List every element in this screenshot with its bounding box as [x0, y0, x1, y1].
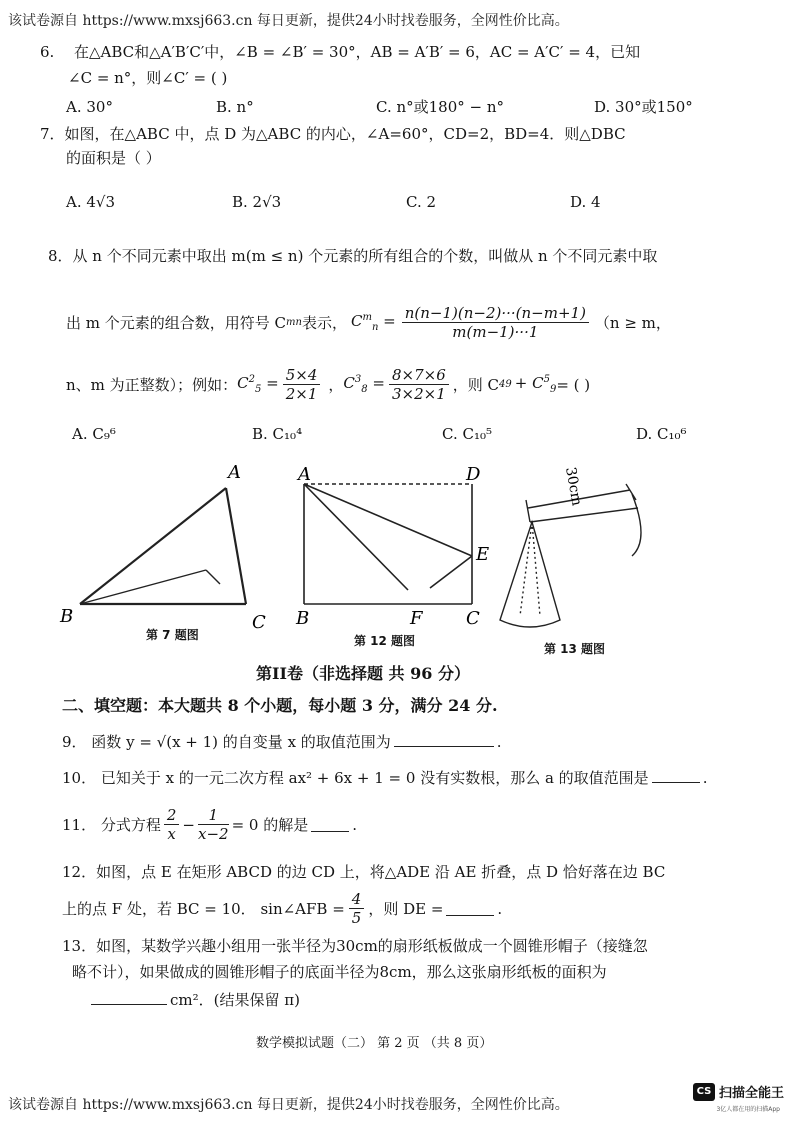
q8-ex2-num: 8×7×6 [389, 366, 449, 385]
fig13-sector-arc [632, 494, 641, 556]
q8-line3-text-b: ，则 C [452, 375, 500, 394]
footer-watermark: 该试卷源自 https://www.mxsj663.cn 每日更新，提供24小时找卷服务，全网性价比高。 [8, 1097, 569, 1113]
q10-end: . [702, 769, 708, 787]
q8-line2-text-c: （n ≥ m， [594, 313, 671, 332]
q11-minus: − [182, 815, 195, 834]
q8-formula-num: n(n−1)(n−2)···(n−m+1) [402, 304, 589, 323]
fig7-side-ba [80, 488, 226, 604]
fig12-label-a: A [298, 464, 311, 485]
q6-option-d: D. 30°或150° [594, 98, 693, 116]
fig12-label-f: F [410, 608, 423, 629]
page-footer: 数学模拟试题（二） 第 2 页 （共 8 页） [256, 1036, 493, 1051]
part2-title: 第II卷（非选择题 共 96 分） [256, 664, 470, 683]
fig12-caption: 第 12 题图 [354, 634, 416, 648]
q6-option-a: A. 30° [66, 98, 113, 116]
fig7-label-b: B [60, 606, 74, 627]
q8-sub-9: 9 [505, 378, 512, 390]
fig7-side-ac [226, 488, 246, 604]
q8-plus-c95: + $C^5_9$ [514, 373, 557, 395]
q8-formula-den: m(m−1)···1 [452, 323, 539, 341]
q6-option-c: C. n°或180° − n° [376, 98, 505, 116]
q11-frac2-num: 1 [198, 806, 229, 825]
q9-line [62, 732, 502, 752]
q8-line3-text-c: = ( ) [556, 375, 591, 394]
q8-option-d: D. C₁₀⁶ [636, 425, 687, 443]
q12-line2 [62, 890, 502, 927]
q8-c83-symbol: $C^3_8$ = [343, 373, 385, 395]
section2-title: 二、填空题：本大题共 8 个小题，每小题 3 分，满分 24 分. [62, 696, 498, 715]
fig13-label-30cm: 30cm [562, 465, 585, 508]
scanner-tagline: 3亿人都在用的扫描App [716, 1106, 780, 1113]
q12-answer-blank[interactable] [446, 901, 494, 916]
q10-line [62, 768, 707, 788]
fig13-dim-tick-1 [526, 500, 530, 522]
q8-line3-text: n、m 为正整数）；例如： [66, 375, 238, 394]
q7-option-a: A. 4√3 [66, 193, 116, 211]
fig13-caption: 第 13 题图 [544, 642, 606, 656]
q12-frac-num: 4 [349, 890, 365, 909]
q9-text: 9． 函数 y = √(x + 1) 的自变量 x 的取值范围为 [62, 733, 391, 751]
q8-option-c: C. C₁₀⁵ [442, 425, 492, 443]
q11-text-b: = 0 的解是 [231, 815, 309, 834]
q7-option-b: B. 2√3 [232, 193, 282, 211]
q10-text: 10． 已知关于 x 的一元二次方程 ax² + 6x + 1 = 0 没有实数根，那么 a 的取值范围是 [62, 769, 649, 787]
q13-line2: 略不计），如果做成的圆锥形帽子的底面半径为8cm，那么这张扇形纸板的面积为 [72, 963, 607, 981]
q11-frac2 [198, 806, 229, 843]
q11-frac1 [164, 806, 180, 843]
q13-line1: 13．如图，某数学兴趣小组用一张半径为30cm的扇形纸板做成一个圆锥形帽子（接缝忽 [62, 937, 648, 955]
q10-answer-blank[interactable] [652, 768, 700, 783]
q6-option-b: B. n° [216, 98, 254, 116]
q13-line3 [88, 990, 300, 1010]
fig7-seg-dc [206, 570, 220, 584]
q12-end: . [497, 899, 503, 918]
fig12-label-b: B [296, 608, 310, 629]
q6-line2: ∠C = n°，则∠C′ = ( ) [68, 69, 228, 87]
q6-number: 6. [40, 43, 55, 61]
q11-frac2-den: x−2 [197, 825, 229, 843]
q8-ex1-den: 2×1 [285, 385, 318, 403]
q7-line1: 7．如图，在△ABC 中，点 D 为△ABC 的内心，∠A=60°，CD=2，BD=4．则△DBC [40, 125, 626, 143]
fig13-sector-radius [530, 508, 638, 522]
q8-line2-text-b: 表示， [301, 313, 347, 332]
q12-frac [349, 890, 365, 927]
scanner-badge [693, 1082, 784, 1101]
q11-answer-blank[interactable] [311, 817, 349, 832]
q8-sup-4: 4 [499, 378, 506, 390]
q8-ex2-den: 3×2×1 [391, 385, 446, 403]
fig12-label-d: D [466, 464, 481, 485]
q7-line2: 的面积是（ ） [66, 149, 161, 167]
q11-frac1-den: x [167, 825, 176, 843]
q8-line2-text: 出 m 个元素的组合数，用符号 C [66, 313, 287, 332]
fig7-label-c: C [252, 612, 266, 633]
q8-sep: ， [328, 375, 344, 394]
q12-text: 上的点 F 处，若 BC = 10． sin∠AFB = [62, 899, 345, 918]
q11-line [62, 806, 357, 843]
q8-line1: 8．从 n 个不同元素中取出 m(m ≤ n) 个元素的所有组合的个数，叫做从 n 个不同元素中取 [48, 247, 658, 265]
q8-cmn-symbol: $C^m_n$ = [350, 311, 396, 333]
q8-sub-n: n [295, 316, 302, 328]
q8-option-a: A. C₉⁶ [72, 425, 116, 443]
q8-ex1-num: 5×4 [283, 366, 321, 385]
scanner-app-name: 扫描全能王 [718, 1086, 784, 1101]
q7-option-c: C. 2 [406, 193, 437, 211]
fig12-seg-af [304, 484, 408, 590]
q13-answer-blank[interactable] [91, 990, 167, 1005]
fig7-caption: 第 7 题图 [146, 628, 199, 642]
q12-text-b: ，则 DE = [368, 899, 444, 918]
fig13-dim-tick-2 [626, 484, 636, 500]
q12-line1: 12．如图，点 E 在矩形 ABCD 的边 CD 上，将△ADE 沿 AE 折叠，点 D 恰好落在边 BC [62, 863, 666, 881]
q7-option-d: D. 4 [570, 193, 601, 211]
q8-option-b: B. C₁₀⁴ [252, 425, 303, 443]
figure-7 [80, 488, 246, 604]
q12-frac-den: 5 [351, 909, 362, 927]
q11-frac1-num: 2 [164, 806, 180, 825]
q8-c52-symbol: $C^2_5$ = [237, 373, 279, 395]
q8-sup-m: m [286, 316, 296, 328]
q11-end: . [352, 815, 357, 834]
fig12-label-e: E [476, 544, 490, 565]
header-watermark: 该试卷源自 https://www.mxsj663.cn 每日更新，提供24小时找卷服务，全网性价比高。 [8, 13, 569, 29]
fig12-label-c: C [466, 608, 480, 629]
fig7-label-a: A [228, 462, 241, 483]
q13-text: cm²．(结果保留 π) [170, 991, 300, 1009]
camscanner-logo-icon: CS [693, 1083, 715, 1101]
q9-answer-blank[interactable] [394, 732, 494, 747]
fig12-seg-ae [304, 484, 472, 556]
q11-text: 11． 分式方程 [62, 815, 161, 834]
fig13-cone-hatch-1 [520, 522, 532, 616]
fig12-seg-ef [430, 556, 472, 588]
q9-end: . [496, 733, 502, 751]
fig7-seg-bd [80, 570, 206, 604]
q6-line1: 在△ABC和△A′B′C′中，∠B = ∠B′ = 30°，AB = A′B′ = 6，AC = A′C′ = 4，已知 [74, 43, 641, 61]
figure-12 [304, 484, 472, 604]
